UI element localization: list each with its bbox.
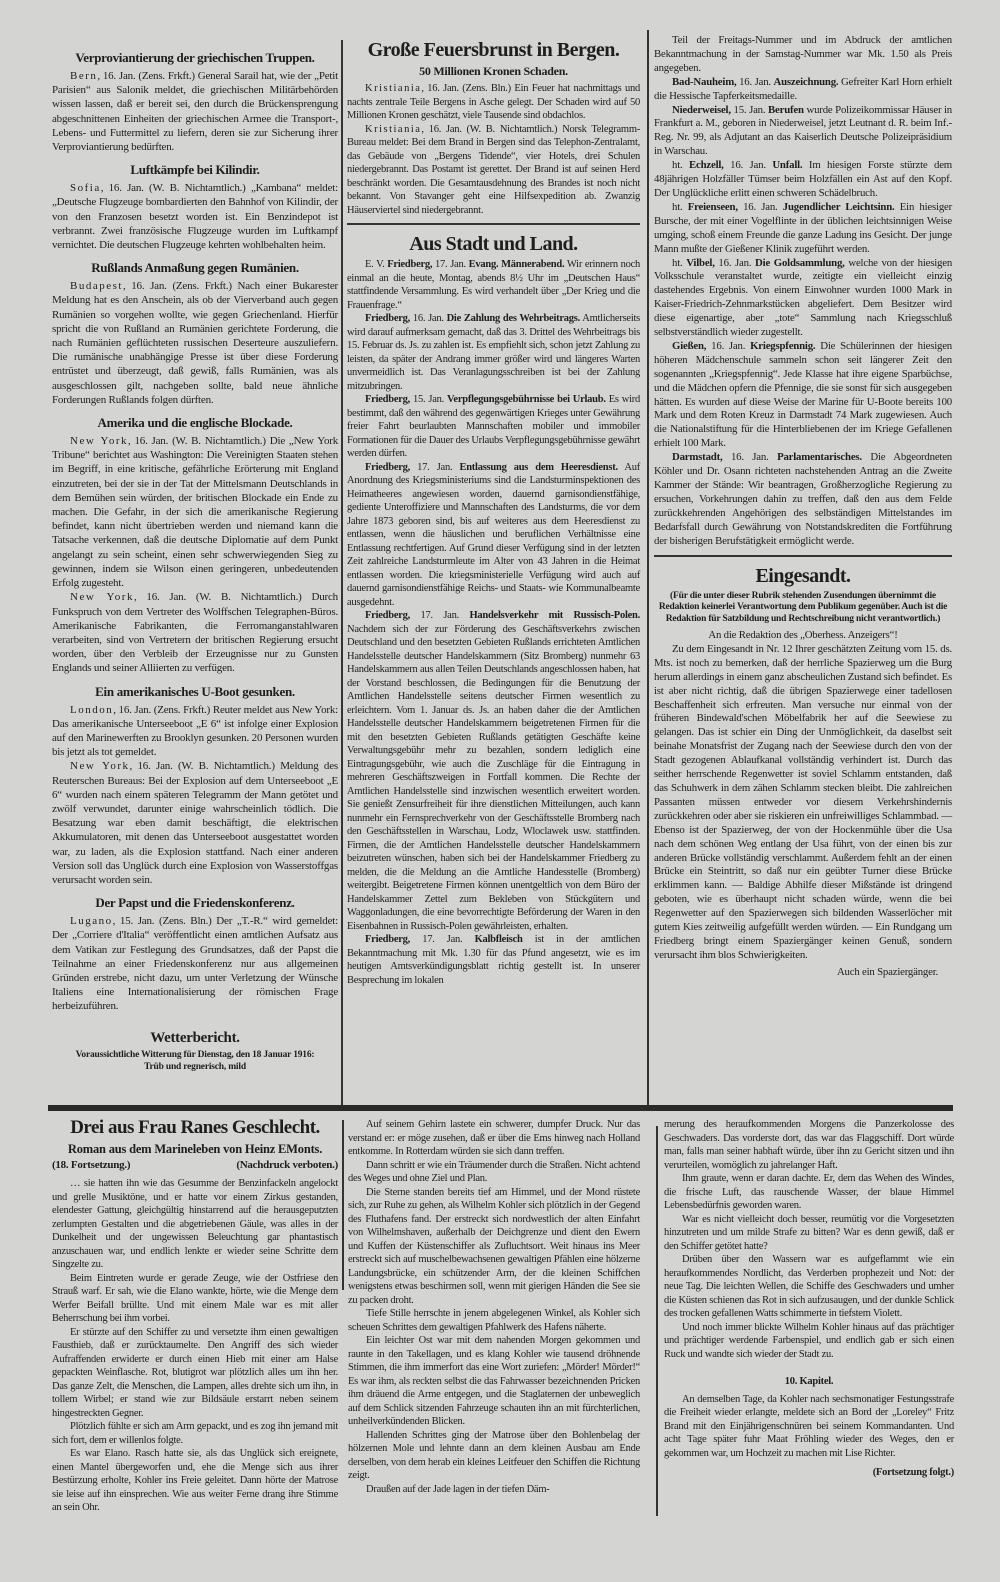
horizontal-rule bbox=[654, 555, 952, 557]
news-date: 16. Jan. bbox=[723, 159, 773, 172]
dispatch-paragraph bbox=[52, 703, 338, 760]
news-topic: Verpflegungsgebührnisse bei Urlaub. bbox=[447, 394, 606, 405]
news-topic: Die Zahlung des Wehrbeitrags. bbox=[446, 313, 580, 324]
news-topic: Die Goldsammlung, bbox=[755, 256, 845, 269]
news-place: Friedberg, bbox=[365, 461, 411, 473]
dispatch-place: New York bbox=[70, 591, 134, 604]
news-date: 16. Jan. bbox=[722, 451, 778, 464]
novel-meta bbox=[52, 1158, 338, 1172]
dispatch-text: , 16. Jan. (Zens. Frkft.) Reuter meldet aus New York: Das amerikanische Unterseeboot „E 6“ ist infolge einer Explosion auf den Marinewerften zu Brooklyn gesunken. 20 Personen wurden bis jetzt als tot gemeldet. bbox=[52, 703, 338, 759]
weather-headline: Wetterbericht. bbox=[150, 1029, 240, 1046]
news-date: 17. Jan. bbox=[410, 461, 460, 473]
paragraph: Ein leichter Ost war mit dem nahenden Morgen gekommen und raunte in den Takellagen, und es klang Kohler wie tausend dröhnende Stimmen, die ihm immerfort das eine Wort zuriefen: „Mörder! Mörder!“ Es war ihm, als reckten selbst die das Fahrwasser bezeichnenden Pricken ihm dräuend die Arme entgegen, und die Staglaternen der unbeweglich auf dem Schlick sitzenden Fahrzeuge schauten ihn an mit fürchterlichen, unheilverkündenden Blicken. bbox=[348, 1335, 640, 1427]
chapter-heading: 10. Kapitel. bbox=[784, 1376, 834, 1387]
news-text: Die Schülerinnen der hiesigen höheren Mädchenschule sammeln schon seit längerer Zeit den sogenannten „Kriegspfennig“. Jede Klasse hat ihre eigene Sparbüchse, und die Mädchen opfern die Pfennige, die sie sonst für sich ausgegeben hätten. Es wurden auf diese Weise der Marine für U-Boote bereits 100 Mark und dem Roten Kreuz in Darmstadt 74 Mark zugewiesen. Auch die Nationalstiftung für die Hinterbliebenen der im Kriege Gefallenen erhielt 100 Mark. bbox=[654, 339, 953, 450]
novel-column-1 bbox=[52, 1116, 338, 1515]
local-news-item bbox=[654, 76, 952, 104]
news-lead: ht. bbox=[672, 200, 688, 213]
column-divider bbox=[656, 1126, 658, 1516]
paragraph: Auf seinem Gehirn lastete ein schwerer, dumpfer Druck. Nur das verstand er: er möge zusehen, daß er über die Ems hinweg nach Holland entkomme. In Rotterdam würden sie sich dann treffen. bbox=[348, 1119, 640, 1157]
news-topic: Auszeichnung. bbox=[773, 75, 839, 88]
section-headline: Große Feuersbrunst in Bergen. bbox=[367, 39, 620, 61]
dispatch-paragraph bbox=[52, 279, 338, 407]
news-text: Wir erinnern noch einmal an die heute, Montag, abends 8½ Uhr im „Deutschen Haus“ stattfindende Versammlung. Es wird verhandelt über „Der Krieg und die Frauenfrage.“ bbox=[347, 259, 641, 311]
news-topic: Berufen bbox=[768, 103, 804, 116]
news-lead: E. V. bbox=[365, 259, 388, 270]
dispatch-place: Kristiania bbox=[365, 123, 422, 135]
section-subheadline: 50 Millionen Kronen Schaden. bbox=[419, 64, 568, 78]
horizontal-rule bbox=[347, 223, 640, 225]
novel-column-2 bbox=[348, 1118, 640, 1496]
news-text: Auf Anordnung des Kriegsministeriums sind die Landsturminspektionen des Heimatheeres angewiesen worden, dauernd garnisondienstfähige, gediente Unteroffiziere und Mannschaften des Landsturms, die vor dem Jahre 1873 geboren sind, bis auf weiteres aus dem Heeresdienst zu entlassen, wenn die häuslichen und beruflichen Verhältnisse eine Entlassung rechtfertigen. Auf Grund dieser Verfügung sind in der letzten Zeit zahlreiche Landsturmleute im Alter von 43 Jahren in die Heimat entlassen worden. Die kriegsministerielle Verfügung wird auch auf dauernd garnisondienstfähige Reichs- und Staats- wie Kommunalbeamte ausgedehnt. bbox=[347, 461, 641, 608]
dispatch-paragraph bbox=[52, 69, 338, 154]
article-headline: Verproviantierung der griechischen Truppen. bbox=[75, 50, 315, 65]
paragraph: Draußen auf der Jade lagen in der tiefen Däm- bbox=[366, 1483, 550, 1495]
dispatch-text: , 16. Jan. (W. B. Nichtamtlich.) Norsk Telegramm-Bureau meldet: Bei dem Brand in Bergen sind das Telephon-Zentralamt, das Gebäude von „Bergens Tidende“, vier Hotels, drei Schulen niedergebrannt. Das Postamt ist gerettet. Der Brand ist auf seinen Herd beschränkt worden. Die Gesamtausdehnung des Brandes ist noch nicht bekannt. Von Stavanger geht eine Hilfsexpedition ab. Zwanzig Häuserviertel sind niedergebrannt. bbox=[347, 123, 640, 216]
novel-subtitle: Roman aus dem Marineleben von Heinz EMonts. bbox=[67, 1142, 323, 1156]
news-place: Echzell, bbox=[688, 159, 724, 172]
section-headline: Eingesandt. bbox=[755, 564, 851, 587]
paragraph: Tiefe Stille herrschte in jenem abgelegenen Winkel, als Kohler sich scheuen Schrittes dem gewaltigen Pfahlwerk des Hafens näherte. bbox=[348, 1308, 640, 1333]
news-topic: Kalbfleisch bbox=[474, 934, 523, 945]
salutation: An die Redaktion des „Oberhess. Anzeigers“! bbox=[708, 629, 898, 642]
dispatch-text: , 16. Jan. (Zens. Bln.) Ein Feuer hat nachmittags und nachts zentrale Teile Bergens in Asche gelegt. Der Schaden wird auf 50 Millionen Kronen geschätzt, viele Tausende sind obdachlos. bbox=[347, 83, 640, 121]
dispatch-text: , 16. Jan. (Zens. Frkft.) General Sarail hat, wie der „Petit Parisien“ aus Salonik meldet, die griechischen Militärbehörden wissen lassen, daß er bereit sei, den durch die Brückensprengung abgeschnittenen Einheiten der griechischen Armee die Transport-, Lebens- und Futtermittel zu liefern, deren sie zur Sicherung ihrer Verproviantierung bedürften. bbox=[52, 70, 338, 154]
dispatch-text: , 16. Jan. (W. B. Nichtamtlich.) Die „New York Tribune“ berichtet aus Washington: Die Vereinigten Staaten stehen im Begriff, in eine kritische, gefährliche Erörterung mit England einzutreten, bei der sie in der Tat der Mittelsmann Deutschlands in dem Bemühen sein würden, der britischen Blockade ein Ende zu machen. Die Gefahr, in der sich die amerikanische Regierung befindet, kann nicht übertrieben werden und niemand kann die Tatsache verkennen, daß die deutsche Diplomatie auf dem Punkt angelangt zu sein scheint, einen sehr schwerwiegenden Sieg zu gewinnen, indem sie Wilson einen geringeren, unbedeutenden Erfolg zugesteht. bbox=[52, 435, 339, 590]
paragraph: Beim Eintreten wurde er gerade Zeuge, wie der Ostfriese den Strauß warf. Er sah, wie die Elano wankte, hörte, wie die Menge dem Werfer Beifall brüllte. Und mit einem Male war es mit aller Beherrschung bei ihm vorbei. bbox=[52, 1272, 338, 1324]
novel-installment: (18. Fortsetzung.) bbox=[52, 1159, 131, 1171]
news-topic: Evang. Männerabend. bbox=[468, 259, 565, 270]
article-headline: Der Papst und die Friedenskonferenz. bbox=[95, 895, 295, 911]
novel-copyright: (Nachdruck verboten.) bbox=[236, 1159, 338, 1171]
weather-text: Trüb und regnerisch, mild bbox=[144, 1061, 246, 1072]
news-date: 16. Jan. bbox=[714, 256, 756, 269]
news-lead: ht. bbox=[672, 256, 687, 269]
dispatch-paragraph bbox=[347, 123, 640, 218]
dispatch-place: New York bbox=[70, 435, 128, 448]
local-news-item bbox=[347, 933, 640, 987]
signature: Auch ein Spaziergänger. bbox=[836, 965, 938, 978]
paragraph: An demselben Tage, da Kohler nach sechsmonatiger Festungsstrafe die Freiheit wieder erlangte, meldete sich an Bord der „Loreley“ Fritz Brand mit den Einjährigenschnüren bei seinem Kommandanten. Und acht Tage später fuhr Maat Fröhling wieder des Weges, den er gekommen war, um Hochzeit zu machen mit Lise Richter. bbox=[664, 1393, 954, 1459]
news-date: 15. Jan. bbox=[730, 103, 769, 116]
local-news-item bbox=[654, 451, 952, 548]
news-date: 16. Jan. bbox=[737, 200, 783, 213]
dispatch-place: London bbox=[70, 703, 114, 716]
news-topic: Parlamentarisches. bbox=[777, 451, 862, 464]
news-lead: ht. bbox=[672, 159, 689, 172]
dispatch-paragraph bbox=[52, 434, 338, 590]
dispatch-paragraph bbox=[52, 181, 338, 252]
news-place: Friedberg, bbox=[365, 394, 411, 405]
news-date: 15. Jan. bbox=[410, 394, 448, 405]
news-text: Die Abgeordneten Köhler und Dr. Osann richteten nachstehenden Antrag an die Zweite Kammer der Stände: Wir beantragen, Großherzogliche Regierung zu ersuchen, Vorkehrungen dahin zu treffen, daß den aus dem Felde zurückkehrenden Angehörigen des selbständigen Mittelstandes im Bedarfsfall durch Gewährung von Notstandskrediten die Fortführung der bisherigen Berufstätigkeit ermöglicht werde. bbox=[654, 451, 952, 547]
middle-column bbox=[347, 38, 640, 987]
paragraph: Plötzlich fühlte er sich am Arm gepackt, und es zog ihn jemand mit sich fort, dem er willenlos folgte. bbox=[52, 1421, 338, 1446]
column-divider bbox=[647, 30, 649, 1105]
article-headline: Luftkämpfe bei Kilindir. bbox=[130, 162, 260, 178]
left-column bbox=[52, 50, 338, 1073]
news-text: Ein hiesiger Bursche, der mit einer Vogelflinte in der üblichen leichtsinnigen Weise umging, schoß einem Freunde die ganze Ladung ins Gesicht. Der junge Mann mußte der Gießener Klinik zugeführt werden. bbox=[654, 200, 953, 255]
news-place: Darmstadt, bbox=[672, 451, 723, 464]
dispatch-place: New York bbox=[70, 760, 130, 773]
news-topic: Jugendlicher Leichtsinn. bbox=[782, 200, 895, 213]
paragraph: War es nicht vielleicht doch besser, reumütig vor die Vorgesetzten hinzutreten und um milde Strafe zu bitten? War es denn gewiß, daß er den Schiffer getötet hatte? bbox=[664, 1213, 954, 1252]
local-news-item bbox=[347, 312, 640, 393]
local-news-item bbox=[347, 461, 640, 610]
news-date: 17. Jan. bbox=[432, 259, 469, 270]
news-topic: Unfall. bbox=[772, 159, 803, 172]
local-news-item bbox=[654, 104, 952, 160]
novel-text-1 bbox=[52, 1177, 338, 1515]
section-divider bbox=[48, 1105, 953, 1111]
column-divider bbox=[341, 40, 343, 1105]
news-text: Nachdem sich der zur Förderung des Geschäftsverkehrs zwischen Deutschland und den besetzten Gebieten Rußlands errichteten Amtlichen Handelsstelle deutscher Handelskammern (Sitz Bromberg) nunmehr 63 Handelskammern aus allen Teilen Deutschlands angeschlossen haben, hat der Vorstand beschlossen, die Bedingungen für die Benutzung der Amtlichen Handelsstelle seitens deutscher Firmen wesentlich zu erleichtern. Vom 1. Januar ds. Js. an haben daher die der Amtlichen Handelsstelle deutscher Handelskammern beigetretenen Firmen für die mit den besetzten Gebieten Rußlands getätigten Geschäfte keine Verwaltungsgebühr mehr zu bezahlen, sondern lediglich eine Eintragungsgebühr, wie auch die Zuschläge für die Eintragung in mehreren Geschäftszweigen in Fortfall kommen. Die Rechte der Amtlichen Handelsstelle sind inzwischen wesentlich erweitert worden. Sie genießt Zensurfreiheit für ihre dienstlichen Mitteilungen, auch kann nunmehr ein Fernsprechverkehr von der Geschäftsstelle Bromberg nach den Geschäftsstellen in Warschau, Lodz, Wloclawek usw. stattfinden. Firmen, die der Amtlichen Handelsstelle deutscher Handelskammern beizutreten wünschen, haben sich bei der Handelskammer Friedberg zu melden, die die Meldung an die Amtliche Handesstelle (Bromberg) weitergibt. Beigetretene Firmen können unentgeltlich von dem Büro der Handelskammer Zettel zum Bekleben von Stückgütern und Waggonladungen, die eine bevorrechtigte Beförderung der Waren in den Eisenbahnen in Russisch-Polen gewährleisten, erhalten. bbox=[347, 623, 640, 932]
dispatch-text: , 16. Jan. (W. B. Nichtamtlich.) Meldung des Reuterschen Bureaus: Bei der Explosion auf dem Unterseeboot „E 6“ wurden nach einem späteren Telegramm der Mann getötet und zwölf verwundet, darunter einige wahrscheinlich tödlich. Die Besatzung war eben damit beschäftigt, die elektrischen Akkumulatoren, mit denen das Unterseeboot ausgestattet worden war, zu laden, als die Explosion stattfand. Nach einer anderen Version soll das Unglück durch eine Explosion von Wasserstoffgas verursacht worden sein. bbox=[52, 760, 338, 886]
news-text: Amtlicherseits wird darauf aufmerksam gemacht, daß das 3. Drittel des Wehrbeitrags bis 15. Februar ds. Js. zu zahlen ist. Es empfiehlt sich, schon jetzt Zahlung zu leisten, da später der Andrang immer größer wird und längeres Warten unvermeidlich ist. Das Veranlagungsschreiben ist bei der Zahlung mitzubringen. bbox=[347, 313, 640, 392]
news-place: Vilbel, bbox=[686, 256, 715, 269]
news-date: 16. Jan. bbox=[736, 75, 774, 88]
news-place: Friedberg, bbox=[365, 313, 411, 324]
dispatch-place: Lugano bbox=[70, 915, 113, 928]
news-text: welche von der hiesigen Volksschule veranstaltet wurde, zeitigte ein vielleicht einzig dastehendes Ergebnis. Von einem Einwohner wurden 1000 Mark in Kaiser-Friedrich-Zehnmarkstücken abgeliefert. Dem Besitzer wird diese eigenartige, aber „tote“ Sammlung nach Kriegsschluß selbstverständlich wieder zugestellt. bbox=[654, 256, 953, 339]
news-topic: Entlassung aus dem Heeresdienst. bbox=[459, 461, 618, 473]
paragraph: Drüben über den Wassern war es aufgeflammt wie ein heraufkommendes Nordlicht, das Verderben prophezeit und Not: der neue Tag. Die leichten Wellen, die Schiffe des Geschwaders und umher die Küsten schienen das Rot in sich aufzusaugen, und der dunkle Schlick des trocken gefallenen Watts schimmerte in tiefstem Violett. bbox=[664, 1254, 954, 1319]
news-date: 17. Jan. bbox=[410, 934, 475, 945]
article-headline: Amerika und die englische Blockade. bbox=[97, 415, 293, 431]
news-place: Friedberg, bbox=[365, 934, 411, 945]
news-date: 17. Jan. bbox=[410, 610, 470, 621]
paragraph: Ihm graute, wenn er daran dachte. Er, dem das Wehen des Windes, die frische Luft, das rauschende Wasser, der blaue Himmel Lebensbedürfnis geworden waren. bbox=[664, 1173, 954, 1211]
news-place: Friedberg, bbox=[365, 610, 411, 621]
dispatch-place: Kristiania bbox=[365, 83, 422, 94]
paragraph: Er stürzte auf den Schiffer zu und versetzte ihm einen gewaltigen Fausthieb, daß er zurücktaumelte. Den Angriff des sich wieder Aufraffenden erwiderte er durch einen Hieb mit einer am Halse gepackten Weinflasche. Rot, blutigrot war plötzlich alles um ihn her. Das ganze Zelt, die Menschen, die Lampen, alles drehte sich um ihn, in tollem Wirbel; er stand wie zur Bildsäule erstarrt neben seinem hingestreckten Gegner. bbox=[52, 1326, 338, 1419]
novel-title: Drei aus Frau Ranes Geschlecht. bbox=[70, 1117, 320, 1138]
dispatch-text: , 15. Jan. (Zens. Bln.) Der „T.-R.“ wird gemeldet: Der „Corriere d'Italia“ veröffentlicht einen amtlichen Aufsatz aus dem Vatikan zur Festlegung des Grundsatzes, daß der Papst die Teilnahme an einer Friedenskonferenz nur aus allgemeinen Gründen erstrebe, nicht dazu, um unter Verletzung der Wünsche Italiens eine Internationalisierung der römischen Frage herbeizuführen. bbox=[52, 915, 338, 1013]
disclaimer-note: (Für die unter dieser Rubrik stehenden Zusendungen übernimmt die Redaktion keinerlei Verantwortung dem Publikum gegenüber. Auch ist die Redaktion für Satzbildung und Rechtschreibung nicht verantwortlich.) bbox=[658, 590, 948, 624]
dispatch-paragraph bbox=[52, 759, 338, 887]
news-text: Im hiesigen Forste stürzte dem 48jährigen Holzfäller Tümser beim Holzfällen ein Ast auf den Kopf. Der Unglückliche erlitt einen schweren Schädelbruch. bbox=[654, 159, 952, 199]
dispatch-paragraph bbox=[52, 590, 338, 675]
local-news-item bbox=[654, 159, 952, 201]
right-column bbox=[654, 34, 952, 980]
dispatch-paragraph bbox=[347, 82, 640, 123]
news-topic: Kriegspfennig. bbox=[750, 339, 816, 352]
dispatch-text: , 16. Jan. (Zens. Frkft.) Nach einer Bukarester Meldung hat es den Anschein, als ob der Vierverband auch gegen Rumänien so vorgehen wollte, wie gegen Griechenland. Hierfür spricht die von Rußland an Rumänien gerichtete Forderung, die nach Rumänien geflüchteten russischen Deserteure auszuliefern. Die rumänische unabhängige Presse ist über diese Forderung entrüstet und überzeugt, daß gewiß, falls Rumänien, was als ausgeschlossen gilt, nachgeben sollte, bald neue ähnliche Forderungen Rußlands folgen dürften. bbox=[52, 280, 338, 406]
news-text: ist in der amtlichen Bekanntmachung mit Mk. 1.30 für das Pfund angesetzt, wie es im heutigen Amtsverkündigungsblatt richtig gestellt ist. In unserer Besprechung im lokalen bbox=[347, 934, 640, 986]
paragraph: Und noch immer blickte Wilhelm Kohler hinaus auf das prächtiger und prächtiger werdende Farbenspiel, und endlich gab er sich einen Ruck und wandte sich wieder der Stadt zu. bbox=[664, 1321, 954, 1360]
news-text: Gefreiter Karl Horn erhielt die Hessische Tapferkeitsmedaille. bbox=[654, 75, 953, 102]
dispatch-text: , 16. Jan. (W. B. Nichtamtlich.) „Kambana“ meldet: „Deutsche Flugzeuge bombardierten den Bahnhof von Kilindir, der von den Franzosen besetzt worden ist. Ein Benzindepot ist verbrannt. Zwei französische Flugzeuge wurden im Luftkampf vernichtet. Die deutschen Flugzeuge kehrten wohlbehalten heim. bbox=[52, 182, 338, 252]
local-news-item bbox=[654, 257, 952, 340]
local-news-item bbox=[654, 201, 952, 257]
news-place: Bad-Nauheim, bbox=[672, 75, 737, 88]
local-news-item bbox=[347, 258, 640, 312]
paragraph: Hallenden Schrittes ging der Matrose über den Bohlenbelag der hölzernen Mole und lehnte dann an dem kleinen Ausbau am Ende derselben, von dem herab ein kleines Leitfeuer den Schiffen die Richtung zeigt. bbox=[348, 1429, 640, 1481]
local-news-item bbox=[654, 340, 952, 451]
paragraph: Dann schritt er wie ein Träumender durch die Straßen. Nicht achtend des Weges und ohne Ziel und Plan. bbox=[348, 1159, 640, 1184]
local-news-item bbox=[347, 393, 640, 461]
section-headline: Aus Stadt und Land. bbox=[409, 233, 578, 255]
news-place: Friedberg, bbox=[387, 259, 433, 270]
news-text: Es wird bestimmt, daß den während des gegenwärtigen Krieges unter Gewährung freier Fahrt beurlaubten Mannschaften mobiler und immobiler Formationen für die Dauer des Urlaubs Verpflegungsgebührnisse gewährt werden dürfen. bbox=[347, 394, 641, 459]
paragraph: Die Sterne standen bereits tief am Himmel, und der Mond rüstete sich, zur Ruhe zu gehen, als Wilhelm Kohler sich plötzlich in der Gegend des Fluthafens fand. Der erstreckt sich nordwestlich der alten Einfahrt von Wilhelmshaven, außerhalb der Deichgrenze und dient den Ewern und Kuffen der Küstenschiffer als Zufluchtsort. Weit hinaus ins Meer erstreckt sich auf muschelbewachsenen gewaltigen Pfählen eine hölzerne Landungsbrücke, ein schützender Arm, der die kleinen Schiffchen wenigstens etwas beschirmen soll, wenn mit gierigen Händen die See sie zu packen droht. bbox=[348, 1186, 640, 1306]
dispatch-text: , 16. Jan. (W. B. Nichtamtlich.) Durch Funkspruch von dem Vertreter des Wolffschen Telegraphen-Büros. Amerikanische Fabrikanten, die Ferromanganstahlwaren verarbeiten, sind von Vertretern der britischen Regierung ersucht worden, über den Verbleib der Erzeugnisse nur zu Gunsten Englands und seiner Alliierten zu verfügen. bbox=[52, 591, 338, 675]
weather-text: Voraussichtliche Witterung für Dienstag, den 18 Januar 1916: bbox=[75, 1049, 315, 1060]
news-topic: Handelsverkehr mit Russisch-Polen. bbox=[469, 610, 640, 621]
continuation-note: (Fortsetzung folgt.) bbox=[872, 1467, 954, 1478]
local-news-item bbox=[347, 609, 640, 933]
novel-column-3 bbox=[664, 1118, 954, 1480]
column-divider bbox=[342, 1120, 344, 1290]
paragraph: merung des heraufkommenden Morgens die Panzerkolosse des Geschwaders. Das vorderste dort, das war das Flaggschiff. Dort würde man, falls man seiner habhaft würde, über ihn zu Gericht sitzen und ihn verurteilen, womöglich zu jahrelanger Haft. bbox=[664, 1119, 954, 1171]
news-place: Niederweisel, bbox=[672, 103, 731, 116]
dispatch-place: Sofia bbox=[70, 182, 101, 195]
paragraph: Es war Elano. Rasch hatte sie, als das Unglück sich ereignete, einen Mantel übergeworfen und, ehe die Menge sich aus ihrer Bestürzung erholte, Kohler ins Freie geleitet. Dann hörte der Matrose sie leise auf ihn einsprechen. Wie aus weiter Ferne drang ihre Stimme an sein Ohr. bbox=[52, 1448, 338, 1513]
article-headline: Ein amerikanisches U-Boot gesunken. bbox=[95, 683, 295, 699]
news-place: Freienseen, bbox=[687, 200, 738, 213]
news-text: wurde Polizeikommissar Häuser in Frankfurt a. M., geboren in Niederweisel, jetzt Leutnant d. R. beim Inf.-Reg. Nr. 99, als Adjutant an das Kaiserlich Deutsche Polizeipräsidium in Warschau. bbox=[654, 103, 953, 158]
news-place: Gießen, bbox=[672, 339, 707, 352]
dispatch-paragraph bbox=[52, 914, 338, 1013]
paragraph: Teil der Freitags-Nummer und im Abdruck der amtlichen Bekanntmachung in der Samstag-Nummer war Mk. 1.50 als Preis angegeben. bbox=[654, 34, 952, 74]
paragraph: Zu dem Eingesandt in Nr. 12 Ihrer geschätzten Zeitung vom 15. ds. Mts. ist noch zu bemerken, daß der herrliche Spazierweg um die Burg herum allerdings in einem ganz abscheulichen Zustand sich befindet. Es ist aber nicht richtig, daß die übrigen Spazierwege einer tadellosen Beschaffenheit sich erfreuten. Man versuche nur einmal von der früheren Bindewald'schen Möbelfabrik her auf die Seewiese zu gelangen. Das ist schier ein Ding der Unmöglichkeit, da daselbst seit beinahe Monatsfrist der Zugang nach der Seewiese durch den von der Stadt gezogenen Ablaufkanal vollständig verhindert ist. Durch das seither herrschende Regenwetter ist soviel Schlamm entstanden, daß das Schuhwerk in dem zähen Schlamm stecken bleibt. Die zahlreichen Passanten müssen entweder vor diesem Verkehrshindernis zurückkehren oder aber sie riskieren ein unfreiwilliges Schlammbad. — Ebenso ist der Spazierweg, der von der Hockenmühle über die Usa nach dem schönen Weg entlang der Usa führt, von der einen bis zur anderen Brücke vollständig verschlammt. Außerdem fehlt an der einen Brücke ein Steintritt, so daß nur ein geübter Turner diese Brücke erklimmen kann. — Baldige Abhilfe dieser Mißstände ist dringend geboten, wie es überhaupt nicht schaden würde, wenn die bei Regenwetter auf den Spazierwegen sich bildenden Wasserlöcher mit gutem Kies zeitweilig aufgefüllt werden würden. — Ein Rundgang um Friedberg bringt einem Spaziergänger keinen Genuß, sondern verursacht ihm blos Schwierigkeiten. bbox=[654, 642, 952, 961]
news-date: 16. Jan. bbox=[410, 313, 447, 324]
paragraph: … sie hatten ihn wie das Gesumme der Benzinfackeln angelockt und grelle Musiktöne, und er hatte vor einem Zirkus gestanden, elendester Gattung, gleichgültig hinstarrend auf die herausgeputzten zerlumpten Gestalten und die abgetriebenen Gäule, was alles in der Dunkelheit und der ungewissen Beleuchtung gar phantastisch anzuschauen war, und endlich lenkte er wieder seine Schritte dem Singzelte zu. bbox=[52, 1178, 338, 1270]
article-headline: Rußlands Anmaßung gegen Rumänien. bbox=[91, 260, 299, 276]
news-date: 16. Jan. bbox=[706, 339, 751, 352]
dispatch-place: Bern bbox=[70, 70, 98, 82]
dispatch-place: Budapest bbox=[70, 280, 123, 293]
